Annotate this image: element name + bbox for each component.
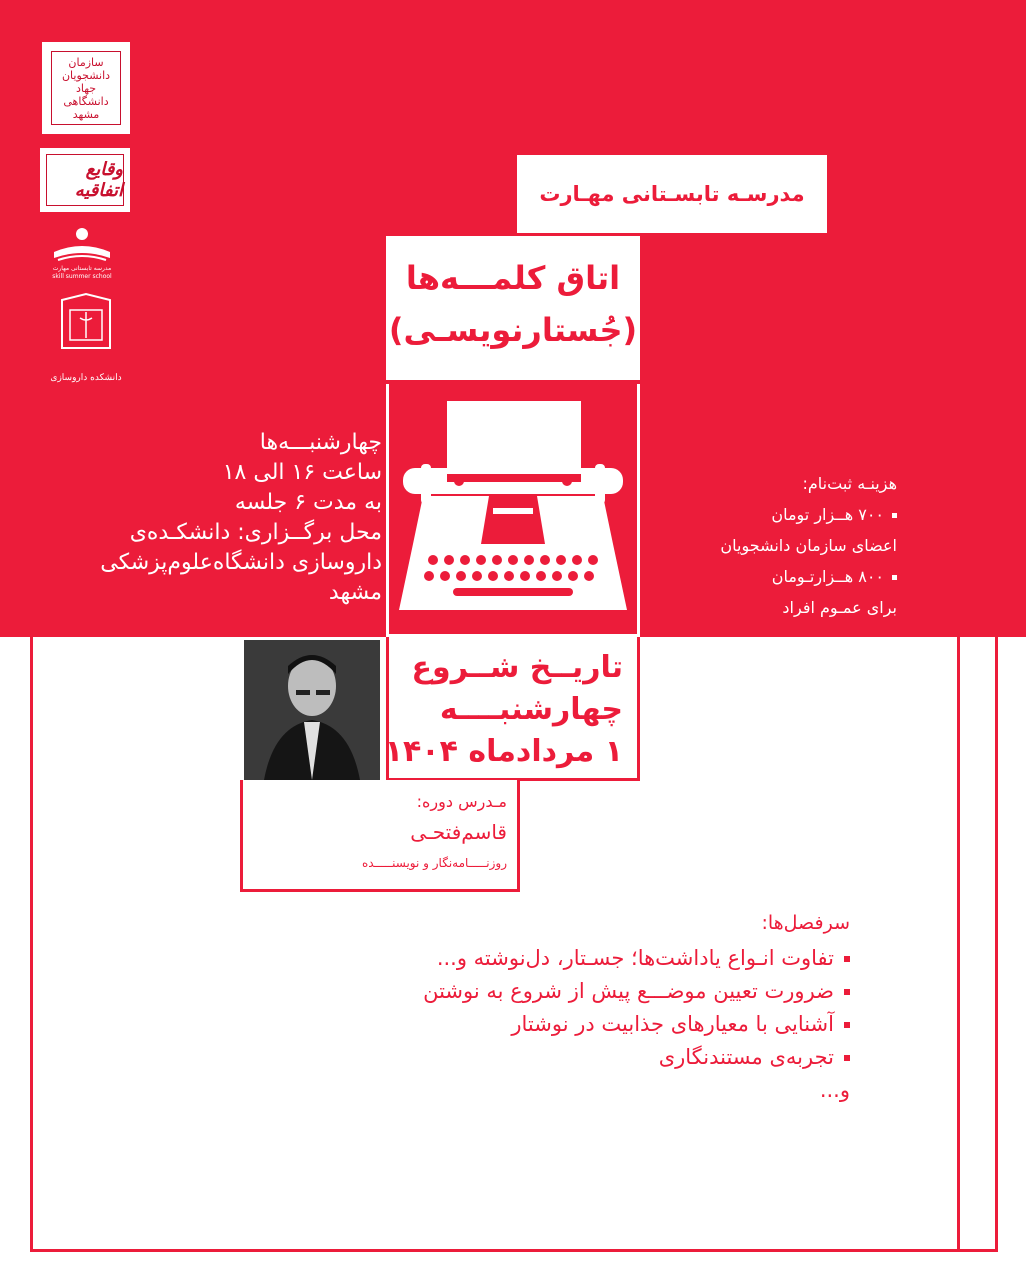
start-date-day: چهارشنبــــه xyxy=(439,692,623,727)
fee-item-public xyxy=(652,561,897,592)
university-logo-text: دانشکده داروسازی xyxy=(50,373,122,383)
schedule-location: محل برگــزاری: دانشکـده‌ی xyxy=(129,520,382,545)
bullet-icon xyxy=(844,1022,850,1028)
summer-school-label: مدرسـه تابسـتانی مهـارت xyxy=(517,155,827,233)
teacher-photo xyxy=(244,640,380,780)
bullet-icon xyxy=(844,956,850,962)
typewriter-icon xyxy=(389,384,637,634)
logo-text: جهاد xyxy=(75,81,97,95)
start-date-card xyxy=(386,637,640,781)
bullet-icon xyxy=(892,575,897,580)
typewriter-icon-card xyxy=(386,384,640,637)
fee-group-members: اعضای سازمان دانشجویان xyxy=(720,536,897,555)
syllabus xyxy=(330,908,850,1107)
fee-item-members xyxy=(652,499,897,530)
schedule-sessions: به مدت ۶ جلسه xyxy=(234,490,382,515)
syllabus-item xyxy=(330,975,850,1008)
course-title: اتاق کلمـــه‌ها xyxy=(405,259,621,297)
schedule-day: چهارشنبـــه‌ها xyxy=(259,430,382,455)
syllabus-item xyxy=(330,1041,850,1074)
start-date-value: ۱ مردادماه ۱۴۰۴ xyxy=(384,734,623,769)
fee-price: ۸۰۰ هــزارتـومان xyxy=(771,567,884,586)
student-organization-logo xyxy=(42,42,130,134)
schedule-time: ساعت ۱۶ الی ۱۸ xyxy=(222,460,382,485)
syllabus-item xyxy=(330,942,850,975)
syllabus-item-text: تجربه‌ی مستندنگاری xyxy=(658,1045,834,1069)
teacher-role: روزنـــــامه‌نگار و نویسنـــــده xyxy=(361,856,507,870)
fee-group-public: برای عمـوم افراد xyxy=(782,598,897,617)
syllabus-title: سرفصل‌ها: xyxy=(761,912,850,934)
course-subtitle: (جُستارنویسـی) xyxy=(388,311,638,349)
teacher-info xyxy=(240,780,520,892)
registration-fee xyxy=(652,468,897,623)
pharmacy-faculty-logo xyxy=(48,292,124,386)
bullet-icon xyxy=(892,513,897,518)
newspaper-logo-text: وقایع اتفاقیه xyxy=(46,154,124,206)
newspaper-logo xyxy=(40,148,130,212)
bullet-icon xyxy=(844,1055,850,1061)
schedule-info xyxy=(36,428,382,608)
syllabus-item xyxy=(330,1008,850,1041)
syllabus-item-text: ضرورت تعیین موضـــع پیش از شروع به نوشتن xyxy=(423,979,834,1003)
schedule-city: مشهد xyxy=(328,580,382,605)
fee-price: ۷۰۰ هــزار تومان xyxy=(771,505,884,524)
school-logo-en: skill summer school xyxy=(52,273,112,280)
teacher-name: قاسم‌فتحـی xyxy=(410,820,507,844)
schedule-location-cont: داروسازی دانشگاه‌علوم‌پزشکی xyxy=(100,550,382,575)
school-logo-fa: مدرسه تابستانی مهارت xyxy=(52,265,112,272)
course-title-card xyxy=(386,236,640,380)
syllabus-ending: و... xyxy=(819,1078,850,1102)
logo-text: دانشجویان xyxy=(61,68,111,82)
teacher-label: مـدرس دوره: xyxy=(416,792,507,811)
start-date-label: تاریــخ شــروع xyxy=(411,650,623,685)
logo-text: سازمان xyxy=(68,55,104,69)
syllabus-item-text: تفاوت انـواع یاداشت‌ها؛ جسـتار، دل‌نوشته و... xyxy=(436,946,834,970)
bullet-icon xyxy=(844,989,850,995)
fee-title: هزینـه ثبت‌نام: xyxy=(802,474,897,493)
logo-text: مشهد xyxy=(72,107,100,121)
summer-school-logo xyxy=(42,222,122,282)
logo-text: دانشگاهی xyxy=(63,94,109,108)
syllabus-item-text: آشنایی با معیارهای جذابیت در نوشتار xyxy=(511,1012,834,1036)
